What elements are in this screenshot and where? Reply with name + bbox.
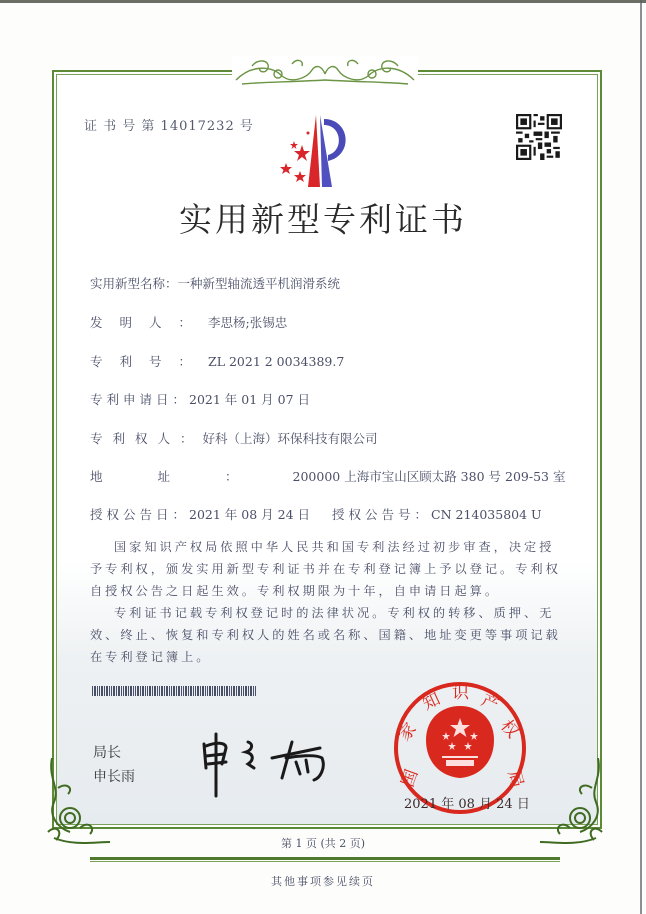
registration-note-paragraph: 专利证书记载专利权登记时的法律状况。专利权的转移、质押、无效、终止、恢复和专利权人的姓名或名称、国籍、地址变更等事项记载在专利登记簿上。: [90, 606, 561, 664]
certificate-number-value: 14017232: [160, 119, 235, 134]
field-utility-model-name: [90, 274, 340, 292]
field-label: 专利申请日：: [90, 392, 190, 407]
field-label: 授权公告日：: [90, 507, 190, 522]
svg-text:知: 知: [419, 689, 444, 715]
page-top-edge: [0, 0, 646, 3]
field-patent-number: [90, 352, 344, 370]
certificate-title: 实用新型专利证书: [179, 200, 467, 239]
svg-text:局: 局: [503, 768, 527, 790]
page-right-edge: [640, 0, 642, 914]
field-application-date: [90, 390, 310, 408]
field-patentee: [90, 429, 378, 447]
certificate-number: [84, 115, 254, 134]
field-label: 地址：: [90, 469, 293, 484]
field-label: 专利权人：: [90, 431, 203, 446]
bottom-border-rule-thin: [90, 861, 560, 862]
field-value: ZL 2021 2 0034389.7: [208, 354, 345, 369]
field-label: 授权公告号：: [332, 507, 432, 522]
cnipa-logo-icon: [272, 115, 352, 190]
page-indicator: 第 1 页 (共 2 页): [280, 837, 366, 850]
seal-date: 2021 年 08 月 24 日: [404, 797, 530, 812]
field-value: 2021 年 08 月 24 日: [189, 507, 311, 522]
ornament-top-icon: [232, 56, 418, 86]
bottom-border-rule: [90, 857, 560, 860]
signatory-title: 局长: [93, 745, 121, 761]
footer-note: 其他事项参见续页: [271, 875, 375, 888]
field-label: 发明人：: [90, 315, 209, 330]
signature-icon: [196, 728, 336, 798]
certificate-number-suffix: 号: [239, 119, 254, 134]
svg-text:产: 产: [477, 690, 502, 716]
certificate-number-label: 证 书 号 第: [84, 119, 156, 134]
field-grant-date: [90, 505, 310, 523]
field-label: 专利号：: [90, 354, 209, 369]
field-inventor: [90, 313, 287, 331]
field-address: [90, 467, 565, 485]
svg-text:识: 识: [452, 683, 469, 703]
field-value: 一种新型轴流透平机润滑系统: [177, 276, 341, 291]
grant-statement-paragraph: 国家知识产权局依照中华人民共和国专利法经过初步审查，决定授予专利权，颁发实用新型专利证书并在专利登记簿上予以登记。专利权自授权公告之日起生效。专利权期限为十年，自申请日起算。: [90, 540, 561, 598]
svg-text:家: 家: [394, 719, 421, 746]
field-announcement-number: [332, 505, 542, 523]
barcode-icon: [92, 686, 256, 696]
qr-code-icon: [516, 114, 562, 160]
field-value: CN 214035804 U: [431, 507, 542, 522]
signatory-name: 申长雨: [93, 769, 135, 785]
svg-text:国: 国: [397, 766, 423, 790]
field-value: 2021 年 01 月 07 日: [189, 392, 311, 407]
field-label: 实用新型名称：: [90, 276, 178, 291]
field-value: 好科（上海）环保科技有限公司: [202, 431, 378, 446]
field-value: 李思杨;张锡忠: [208, 315, 288, 330]
field-value: 200000 上海市宝山区顾太路 380 号 209-53 室: [292, 469, 566, 484]
svg-text:权: 权: [496, 716, 523, 743]
